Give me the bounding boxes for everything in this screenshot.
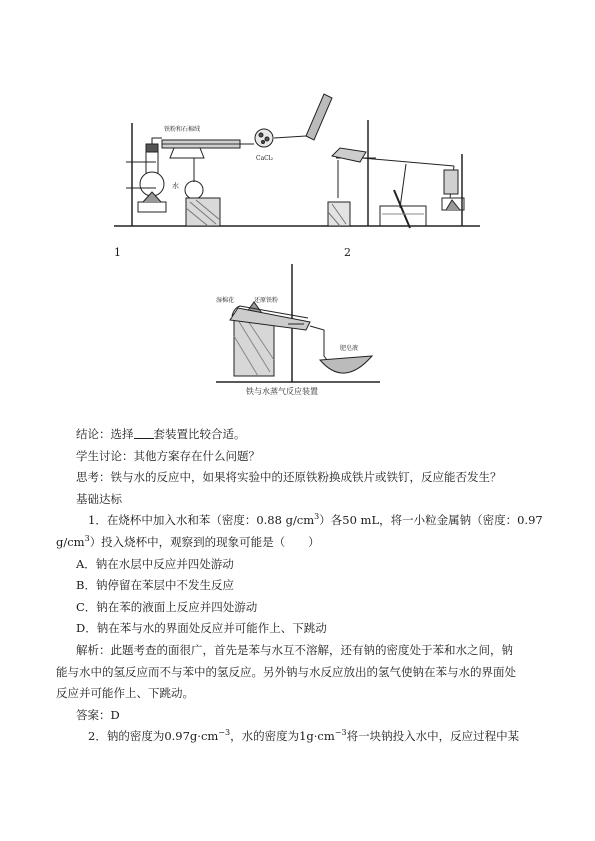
discussion-line: 学生讨论：其他方案存在什么问题？ <box>76 448 260 463</box>
label-reagent: 铁粉和石棉绒 <box>164 126 201 133</box>
option-b: B．钠停留在苯层中不发生反应 <box>76 578 234 593</box>
figure-number-2: 2 <box>344 246 351 259</box>
label-cacl2: CaCl₂ <box>256 155 274 162</box>
figure-iron-steam-apparatus <box>212 260 384 398</box>
conclusion-line: 结论：选择 套装置比较合适。 <box>76 427 246 441</box>
label-wet-cotton: 湿棉花 <box>216 297 235 304</box>
answer-line: 答案：D <box>76 707 120 722</box>
label-water: 水 <box>172 182 179 190</box>
option-d: D．钠在苯与水的界面处反应并可能作上、下跳动 <box>76 621 327 636</box>
question-1-line-2: $g/cm^3$）投入烧杯中，观察到的现象可能是（ ） <box>56 534 320 549</box>
section-heading: 基础达标 <box>76 491 122 506</box>
analysis-line-2: 能与水中的氢反应而不与苯中的氢反应。另外钠与水反应放出的氢气使钠在苯与水的界面处 <box>56 664 516 679</box>
figure-caption: 铁与水蒸气反应装置 <box>246 387 318 396</box>
label-reduced-iron: 还原铁粉 <box>254 297 279 304</box>
answer-blank <box>134 426 154 439</box>
option-c: C．钠在苯的液面上反应并四处游动 <box>76 599 258 614</box>
question-2-line: 2．钠的密度为$0.97g\cdot cm^{-3}$，水的密度为$1g\cdot cm^{-3}$将一块钠投入水中，反应过程中某 <box>88 728 520 744</box>
body-text <box>56 424 543 748</box>
analysis-line-3: 反应并可能作上、下跳动。 <box>56 686 194 701</box>
think-line: 思考：铁与水的反应中，如果将实验中的还原铁粉换成铁片或铁钉，反应能否发生？ <box>76 470 502 485</box>
option-a: A．钠在水层中反应并四处游动 <box>76 556 234 571</box>
question-1-line-1: 1．在烧杯中加入水和苯（密度：0.88 $g/cm^3$）各50 mL，将一小粒金属钠（密度：0.97 <box>88 512 543 528</box>
figure-apparatus-1-2 <box>110 78 484 245</box>
figure-number-1: 1 <box>114 246 121 259</box>
label-soap-solution: 肥皂液 <box>340 345 359 352</box>
analysis-line-1: 解析：此题考查的面很广，首先是苯与水互不溶解，还有钠的密度处于苯和水之间，钠 <box>76 642 513 657</box>
